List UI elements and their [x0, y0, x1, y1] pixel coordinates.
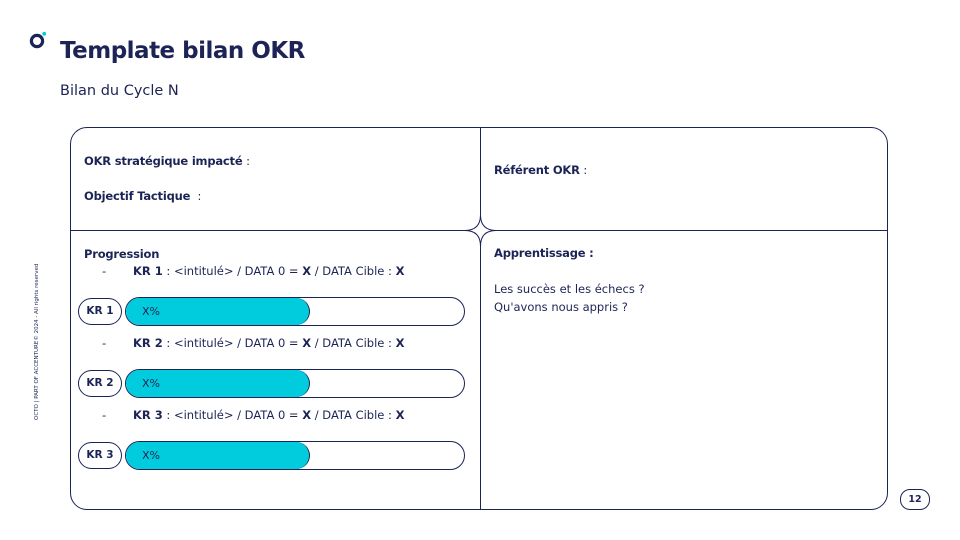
page-subtitle: Bilan du Cycle N [60, 83, 179, 99]
kr-progress-label: X% [142, 305, 160, 318]
kr-description-1 [102, 264, 404, 278]
page-title: Template bilan OKR [60, 38, 305, 64]
objectif-tactique-label: Objectif Tactique [84, 189, 191, 203]
kr-data0-value: X [302, 264, 312, 278]
kr-data0-value: X [302, 408, 312, 422]
kr-dash: - [102, 336, 107, 350]
kr-desc-prefix: : <intitulé> / DATA 0 = [162, 336, 303, 350]
kr-badge-3: KR 3 [78, 442, 122, 469]
card-vertical-divider [480, 128, 481, 509]
apprentissage-title: Apprentissage : [494, 246, 594, 260]
apprentissage-line-2: Qu'avons nous appris ? [494, 300, 628, 314]
four-point-star-icon [464, 214, 497, 247]
kr-desc-prefix: : <intitulé> / DATA 0 = [162, 408, 303, 422]
kr-desc-mid: / DATA Cible : [311, 408, 396, 422]
octo-logo-icon [29, 31, 47, 49]
kr-data0-value: X [302, 336, 312, 350]
kr-target-value: X [395, 408, 405, 422]
kr-progress-label: X% [142, 449, 160, 462]
progression-title: Progression [84, 247, 160, 261]
kr-progress-bar-1 [125, 297, 465, 326]
kr-progress-label: X% [142, 377, 160, 390]
kr-desc-prefix: : <intitulé> / DATA 0 = [162, 264, 303, 278]
kr-name: KR 2 [133, 336, 163, 350]
kr-name: KR 1 [133, 264, 163, 278]
okr-strategique-sep: : [242, 154, 250, 168]
objectif-tactique-sep: : [190, 189, 202, 203]
kr-dash: - [102, 264, 107, 278]
copyright-text: OCTO | PART OF ACCENTURE© 2024 - All rights reserved [34, 263, 40, 420]
okr-strategique-label: OKR stratégique impacté [84, 154, 243, 168]
referent-okr-label: Référent OKR [494, 163, 580, 177]
objectif-tactique-field [84, 189, 201, 203]
kr-description-2 [102, 336, 404, 350]
kr-dash: - [102, 408, 107, 422]
kr-badge-2: KR 2 [78, 370, 122, 397]
kr-target-value: X [395, 264, 405, 278]
page-number: 12 [900, 489, 930, 510]
kr-progress-bar-3 [125, 441, 465, 470]
okr-strategique-field [84, 154, 250, 168]
kr-desc-mid: / DATA Cible : [311, 336, 396, 350]
referent-okr-field [494, 163, 587, 177]
kr-progress-bar-2 [125, 369, 465, 398]
kr-description-3 [102, 408, 404, 422]
apprentissage-line-1: Les succès et les échecs ? [494, 282, 645, 296]
referent-okr-sep: : [579, 163, 588, 177]
kr-badge-1: KR 1 [78, 298, 122, 325]
kr-name: KR 3 [133, 408, 163, 422]
kr-target-value: X [395, 336, 405, 350]
kr-desc-mid: / DATA Cible : [311, 264, 396, 278]
